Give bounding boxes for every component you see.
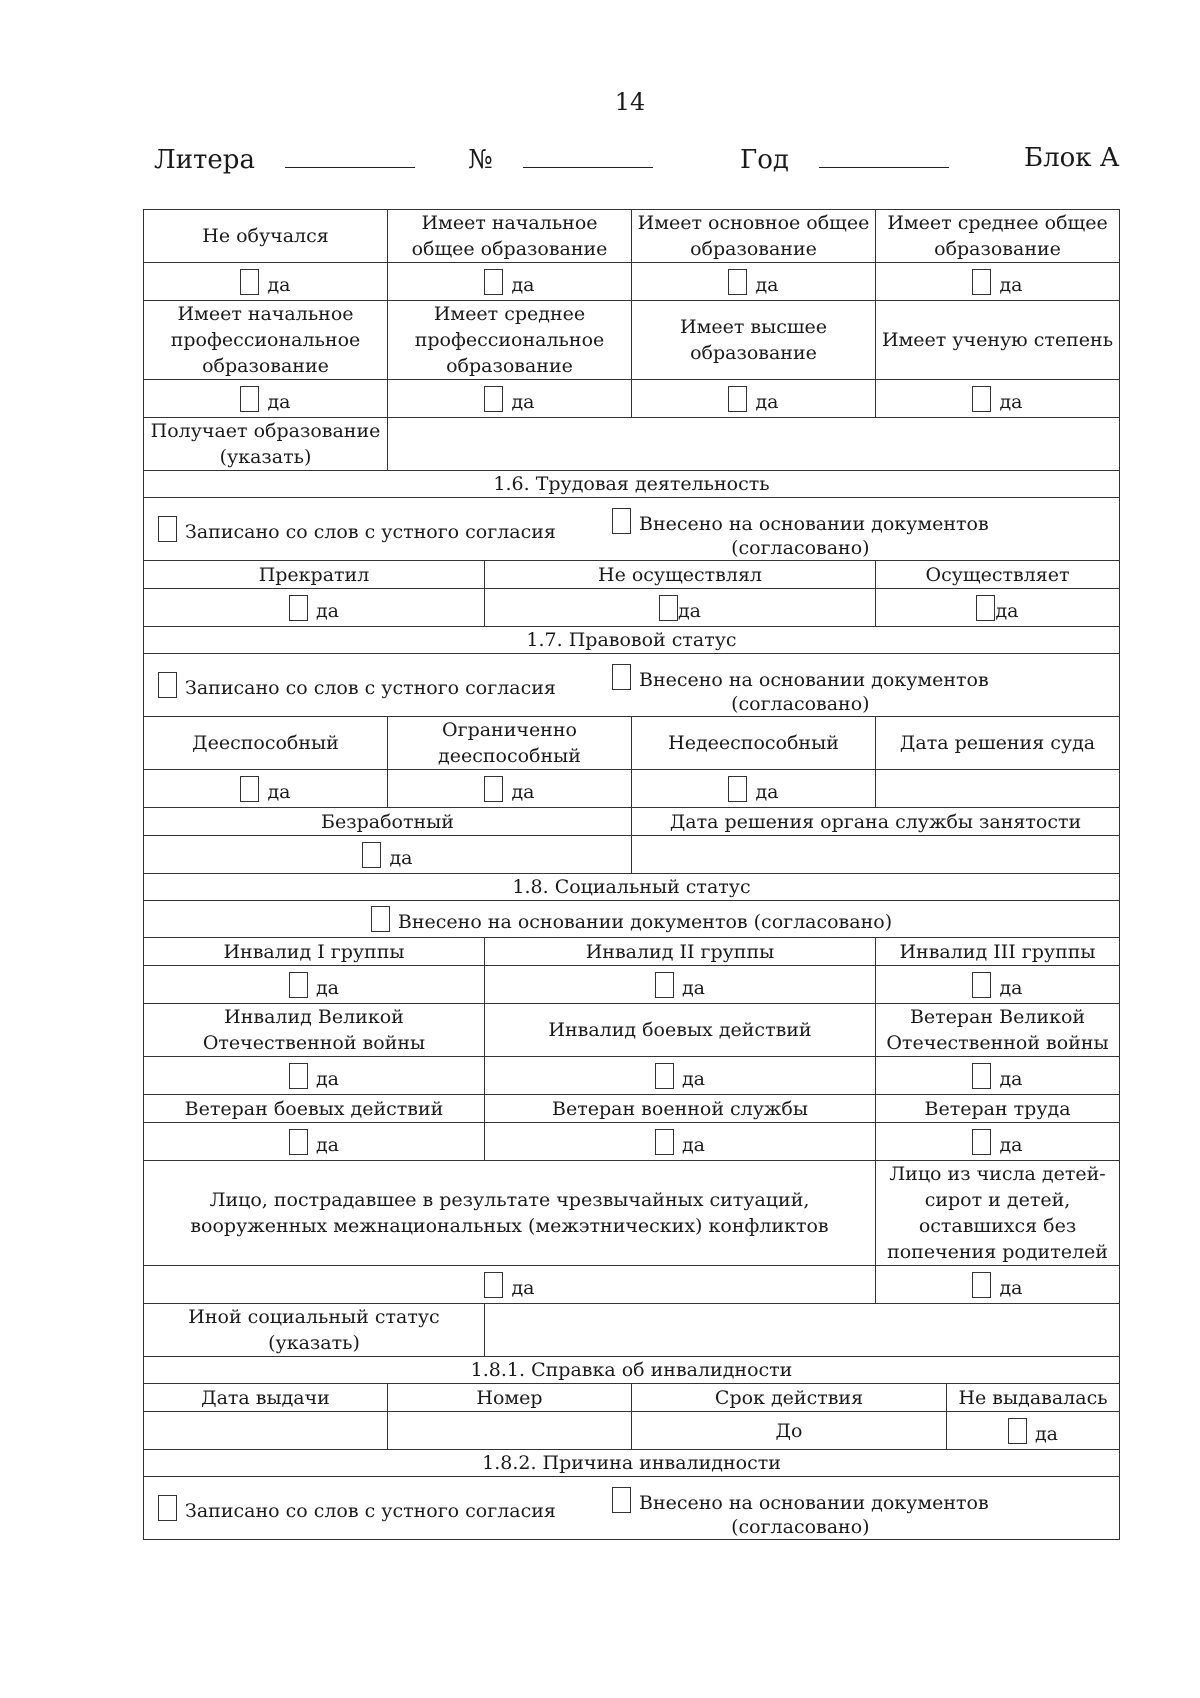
social-disabled-1-yes: да: [144, 966, 485, 1004]
legal-incapable: Недееспособный: [632, 717, 876, 770]
edu-secondary-professional: Имеет среднее профессиональное образование: [388, 301, 632, 380]
checkbox[interactable]: [289, 1129, 308, 1155]
social-other-label: Иной социальный статус (указать): [144, 1304, 485, 1357]
section-social-title: 1.8. Социальный статус: [144, 874, 1120, 901]
section-disability-cert-title: 1.8.1. Справка об инвалидности: [144, 1357, 1120, 1384]
litera-blank[interactable]: [285, 143, 415, 168]
section-legal-title: 1.7. Правовой статус: [144, 627, 1120, 654]
legal-court-date-input[interactable]: [876, 770, 1120, 808]
checkbox[interactable]: [728, 776, 747, 802]
legal-employment-date-input[interactable]: [632, 836, 1120, 874]
social-labor-veteran: Ветеран труда: [876, 1095, 1120, 1123]
cert-number-input[interactable]: [388, 1412, 632, 1450]
edu-primary-general-yes: да: [388, 263, 632, 301]
social-wwii-disabled: Инвалид Великой Отечественной войны: [144, 1004, 485, 1057]
section-disability-cause-title: 1.8.2. Причина инвалидности: [144, 1450, 1120, 1477]
legal-limited-yes: да: [388, 770, 632, 808]
labor-performs-yes: да: [876, 589, 1120, 627]
checkbox[interactable]: [1008, 1418, 1027, 1444]
checkbox[interactable]: [289, 972, 308, 998]
edu-studying-input[interactable]: [388, 418, 1120, 471]
social-other-input[interactable]: [485, 1304, 1120, 1357]
labor-consent-oral: Записано со слов с устного согласия: [158, 516, 556, 542]
edu-studying-label: Получает образование (указать): [144, 418, 388, 471]
edu-not-studied: Не обучался: [144, 210, 388, 263]
checkbox[interactable]: [289, 595, 308, 621]
checkbox[interactable]: [972, 1129, 991, 1155]
checkbox[interactable]: [972, 972, 991, 998]
year-field: Год: [740, 143, 949, 175]
cert-issue-date-input[interactable]: [144, 1412, 388, 1450]
legal-unemployed-yes: да: [144, 836, 632, 874]
checkbox[interactable]: [484, 776, 503, 802]
edu-secondary-professional-yes: да: [388, 380, 632, 418]
cert-issue-date-label: Дата выдачи: [144, 1384, 388, 1412]
checkbox[interactable]: [484, 386, 503, 412]
cert-not-issued-label: Не выдавалась: [947, 1384, 1120, 1412]
legal-limited: Ограниченно дееспособный: [388, 717, 632, 770]
social-combat-disabled: Инвалид боевых действий: [485, 1004, 876, 1057]
labor-not-performed-yes: да: [485, 589, 876, 627]
cause-consent-row: [144, 1477, 1120, 1540]
edu-academic-degree-yes: да: [876, 380, 1120, 418]
legal-employment-date-label: Дата решения органа службы занятости: [632, 808, 1120, 836]
litera-field: Литера: [154, 143, 415, 175]
checkbox[interactable]: [659, 595, 678, 621]
cert-validity-label: Срок действия: [632, 1384, 947, 1412]
social-disabled-2: Инвалид II группы: [485, 938, 876, 966]
checkbox[interactable]: [728, 386, 747, 412]
edu-higher: Имеет высшее образование: [632, 301, 876, 380]
social-wwii-veteran-yes: да: [876, 1057, 1120, 1095]
checkbox[interactable]: [240, 776, 259, 802]
legal-capable: Дееспособный: [144, 717, 388, 770]
legal-unemployed: Безработный: [144, 808, 632, 836]
social-orphan-yes: да: [876, 1266, 1120, 1304]
legal-consent-row: [144, 654, 1120, 717]
form-table: [143, 209, 1120, 1540]
edu-basic-general-yes: да: [632, 263, 876, 301]
social-disabled-2-yes: да: [485, 966, 876, 1004]
checkbox[interactable]: [158, 516, 177, 542]
social-wwii-disabled-yes: да: [144, 1057, 485, 1095]
checkbox[interactable]: [972, 1063, 991, 1089]
social-labor-veteran-yes: да: [876, 1123, 1120, 1161]
social-wwii-veteran: Ветеран Великой Отечественной войны: [876, 1004, 1120, 1057]
cause-consent-oral: Записано со слов с устного согласия: [158, 1495, 556, 1521]
checkbox[interactable]: [655, 1129, 674, 1155]
labor-not-performed: Не осуществлял: [485, 561, 876, 589]
social-emergency-victim-yes: да: [144, 1266, 876, 1304]
checkbox[interactable]: [240, 269, 259, 295]
block-label: Блок А: [1024, 143, 1120, 173]
edu-secondary-general-yes: да: [876, 263, 1120, 301]
legal-capable-yes: да: [144, 770, 388, 808]
labor-stopped-yes: да: [144, 589, 485, 627]
checkbox[interactable]: [972, 269, 991, 295]
section-labor-title: 1.6. Трудовая деятельность: [144, 471, 1120, 498]
social-disabled-1: Инвалид I группы: [144, 938, 485, 966]
social-disabled-3: Инвалид III группы: [876, 938, 1120, 966]
checkbox[interactable]: [612, 508, 631, 534]
edu-higher-yes: да: [632, 380, 876, 418]
checkbox[interactable]: [655, 972, 674, 998]
labor-performs: Осуществляет: [876, 561, 1120, 589]
checkbox[interactable]: [158, 1495, 177, 1521]
year-blank[interactable]: [819, 143, 949, 168]
labor-consent-row: [144, 498, 1120, 561]
edu-secondary-general: Имеет среднее общее образование: [876, 210, 1120, 263]
checkbox[interactable]: [158, 672, 177, 698]
checkbox[interactable]: [484, 269, 503, 295]
social-combat-veteran-yes: да: [144, 1123, 485, 1161]
edu-primary-general: Имеет начальное общее образование: [388, 210, 632, 263]
checkbox[interactable]: [484, 1272, 503, 1298]
cert-validity-input[interactable]: До: [632, 1412, 947, 1450]
checkbox[interactable]: [240, 386, 259, 412]
page-number: 14: [614, 88, 646, 116]
social-combat-veteran: Ветеран боевых действий: [144, 1095, 485, 1123]
checkbox[interactable]: [362, 842, 381, 868]
social-consent-docs: Внесено на основании документов (согласовано): [144, 901, 1120, 938]
checkbox[interactable]: [612, 1487, 631, 1513]
cert-number-label: Номер: [388, 1384, 632, 1412]
checkbox[interactable]: [972, 1272, 991, 1298]
edu-primary-professional-yes: да: [144, 380, 388, 418]
cause-consent-docs: Внесено на основании документов (согласовано): [612, 1485, 989, 1540]
form-header: [154, 143, 1120, 177]
edu-basic-general: Имеет основное общее образование: [632, 210, 876, 263]
social-military-veteran-yes: да: [485, 1123, 876, 1161]
social-disabled-3-yes: да: [876, 966, 1120, 1004]
number-blank[interactable]: [523, 143, 653, 168]
labor-stopped: Прекратил: [144, 561, 485, 589]
checkbox[interactable]: [371, 906, 390, 932]
checkbox[interactable]: [612, 664, 631, 690]
labor-consent-docs: Внесено на основании документов (согласовано): [612, 506, 989, 561]
checkbox[interactable]: [972, 386, 991, 412]
social-combat-disabled-yes: да: [485, 1057, 876, 1095]
legal-court-date-label: Дата решения суда: [876, 717, 1120, 770]
legal-consent-docs: Внесено на основании документов (согласовано): [612, 662, 989, 717]
checkbox[interactable]: [976, 595, 995, 621]
edu-academic-degree: Имеет ученую степень: [876, 301, 1120, 380]
checkbox[interactable]: [728, 269, 747, 295]
social-orphan: Лицо из числа детей-сирот и детей, оставшихся без попечения родителей: [876, 1161, 1120, 1266]
social-emergency-victim: Лицо, пострадавшее в результате чрезвычайных ситуаций, вооруженных межнациональных (межэтнических) конфликтов: [144, 1161, 876, 1266]
checkbox[interactable]: [289, 1063, 308, 1089]
number-field: №: [468, 143, 653, 175]
edu-not-studied-yes: да: [144, 263, 388, 301]
edu-primary-professional: Имеет начальное профессиональное образование: [144, 301, 388, 380]
checkbox[interactable]: [655, 1063, 674, 1089]
legal-incapable-yes: да: [632, 770, 876, 808]
cert-not-issued-yes: да: [947, 1412, 1120, 1450]
social-military-veteran: Ветеран военной службы: [485, 1095, 876, 1123]
legal-consent-oral: Записано со слов с устного согласия: [158, 672, 556, 698]
